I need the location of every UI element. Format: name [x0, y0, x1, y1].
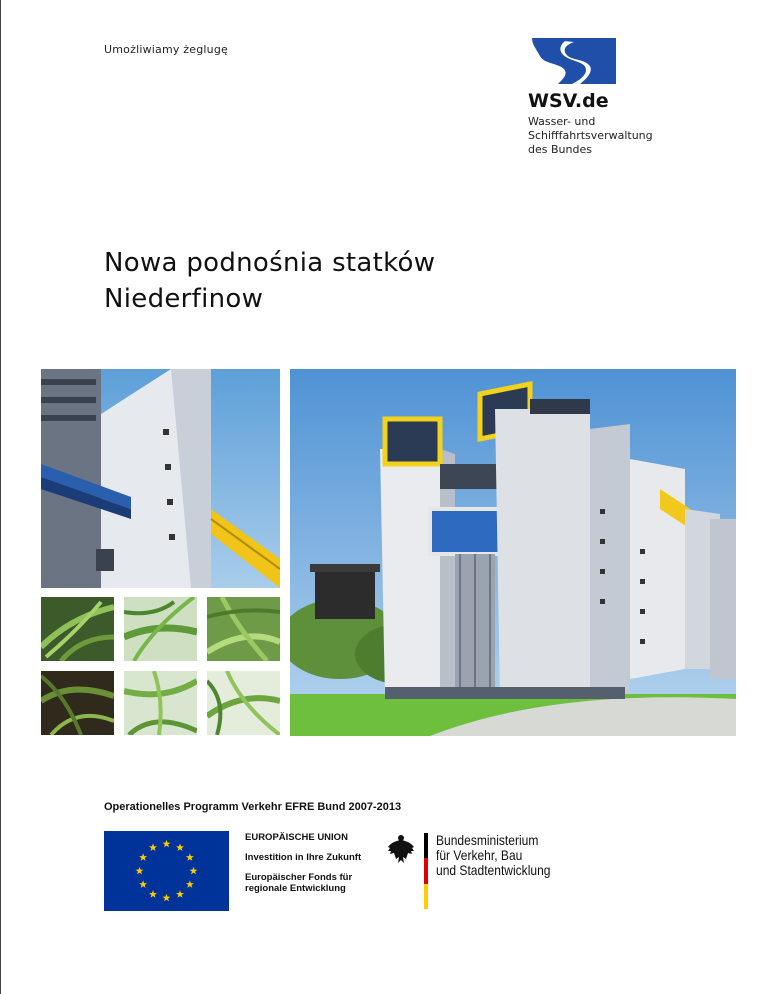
tagline: Umożliwiamy żeglugę	[104, 43, 228, 56]
eu-star	[149, 843, 157, 851]
photo-ship-lift	[290, 369, 736, 736]
ministry-line: für Verkehr, Bau	[436, 847, 523, 863]
eu-star	[186, 853, 194, 861]
logo-brand: WSV.de	[528, 90, 609, 112]
eu-text	[245, 832, 385, 894]
photo-plant-5	[124, 671, 197, 735]
logo-subtitle	[528, 115, 678, 157]
german-flag-bar	[424, 833, 428, 909]
photo-building-detail	[41, 369, 280, 588]
eu-flag-icon	[104, 831, 229, 911]
eu-star	[186, 880, 194, 888]
fund-line: Europäischer Fonds für	[245, 872, 353, 883]
title-line: Niederfinow	[104, 284, 264, 314]
ministry-name	[436, 833, 599, 878]
eu-star	[139, 853, 147, 861]
eu-star	[163, 894, 171, 902]
eu-star	[176, 890, 184, 898]
eu-star	[163, 840, 171, 848]
fund-line: regionale Entwicklung	[245, 883, 346, 894]
ministry-line: Bundesministerium	[436, 832, 539, 848]
logo-subtitle-line: Wasser- und	[528, 115, 596, 128]
photo-plant-3	[207, 597, 280, 661]
eu-name: EUROPÄISCHE UNION	[245, 832, 348, 843]
logo-subtitle-line: Schifffahrtsverwaltung	[528, 129, 653, 142]
wsv-logo	[528, 36, 678, 157]
photo-plant-4	[41, 671, 114, 735]
photo-plant-2	[124, 597, 197, 661]
program-heading: Operationelles Programm Verkehr EFRE Bund 2007-2013	[104, 801, 402, 813]
photo-plant-1	[41, 597, 114, 661]
eu-star	[176, 843, 184, 851]
federal-eagle-icon	[386, 833, 416, 871]
eu-star	[136, 867, 144, 875]
eu-slogan: Investition in Ihre Zukunft	[245, 852, 362, 863]
eu-star	[139, 880, 147, 888]
ministry-line: und Stadtentwicklung	[436, 862, 551, 878]
page-title	[104, 245, 435, 317]
photo-plant-6	[207, 671, 280, 735]
logo-subtitle-line: des Bundes	[528, 143, 592, 156]
title-line: Nowa podnośnia statków	[104, 248, 436, 278]
eu-star	[149, 890, 157, 898]
wsv-wave-icon	[528, 36, 620, 86]
eu-star	[190, 867, 198, 875]
page-edge	[0, 0, 1, 994]
